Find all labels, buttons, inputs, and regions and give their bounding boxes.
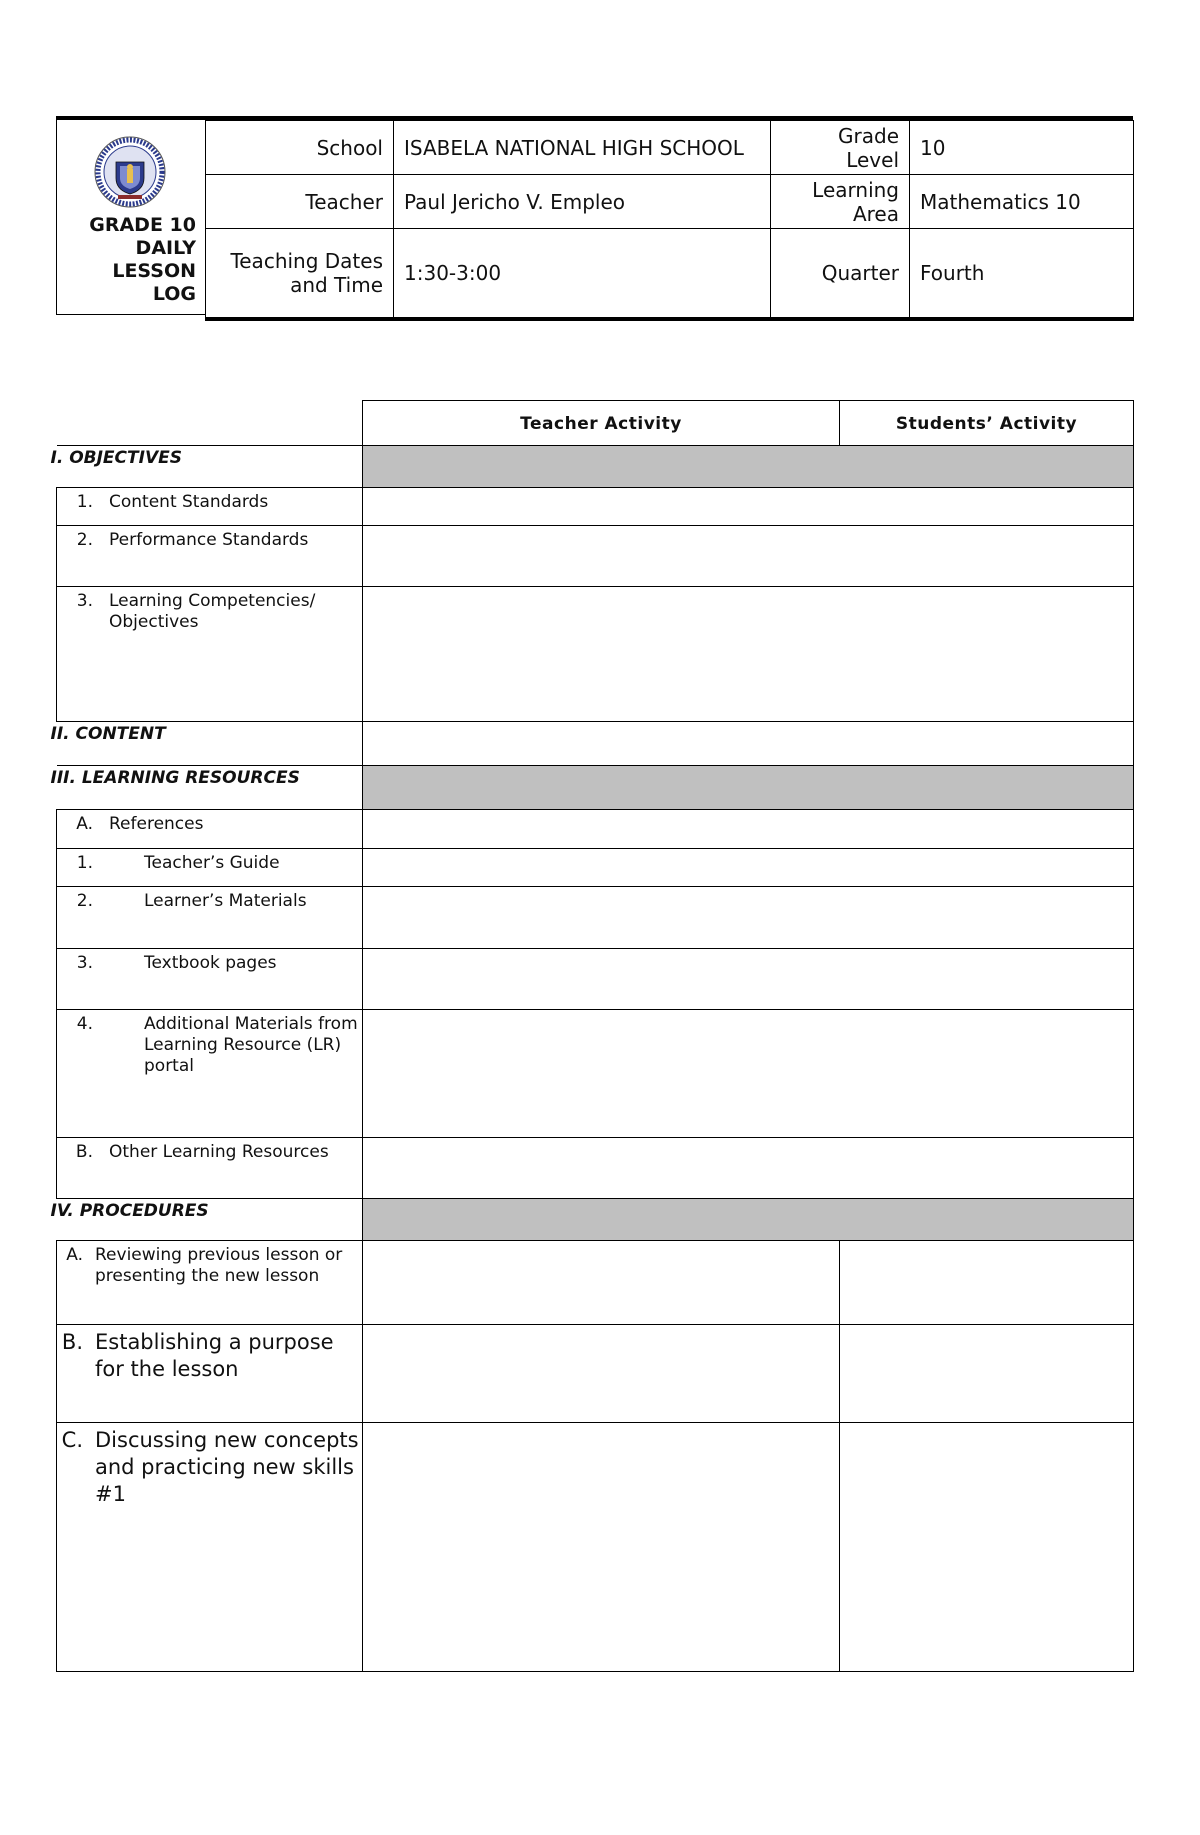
entry-cell[interactable] <box>363 1138 1134 1199</box>
section-heading: III. LEARNING RESOURCES <box>57 766 363 810</box>
section-row-objectives <box>57 446 1134 488</box>
lesson-log-title <box>66 214 196 306</box>
table-row <box>57 488 1134 526</box>
teacher-value: Paul Jericho V. Empleo <box>394 175 771 229</box>
header-info-grid <box>205 120 1133 318</box>
learning-area-value: Mathematics 10 <box>910 175 1134 229</box>
teacher-activity-cell[interactable] <box>363 1325 840 1423</box>
students-activity-cell[interactable] <box>840 1241 1134 1325</box>
shaded-cell <box>363 446 1134 488</box>
row-label: 2. Performance Standards <box>57 526 363 587</box>
row-label: 4. Additional Materials from Learning Resource (LR) portal <box>57 1010 363 1138</box>
entry-cell[interactable] <box>363 526 1134 587</box>
logo-cell <box>56 120 206 315</box>
row-label: 2. Learner’s Materials <box>57 887 363 949</box>
row-label: C. Discussing new concepts and practicing new skills #1 <box>57 1423 363 1672</box>
section-row-procedures <box>57 1199 1134 1241</box>
school-label: School <box>206 121 394 175</box>
teacher-activity-header: Teacher Activity <box>363 401 840 446</box>
entry-cell[interactable] <box>363 1010 1134 1138</box>
entry-cell[interactable] <box>363 587 1134 722</box>
header-block <box>56 116 1133 318</box>
section-heading: II. CONTENT <box>57 722 363 766</box>
table-row <box>57 526 1134 587</box>
quarter-label: Quarter <box>771 229 910 319</box>
table-row <box>57 1423 1134 1672</box>
teaching-dates-label: Teaching Dates and Time <box>206 229 394 319</box>
deped-seal-icon <box>94 136 166 208</box>
column-header-row <box>57 401 1134 446</box>
table-row <box>57 587 1134 722</box>
students-activity-header: Students’ Activity <box>840 401 1134 446</box>
row-label: B. Establishing a purpose for the lesson <box>57 1325 363 1423</box>
entry-cell[interactable] <box>363 488 1134 526</box>
row-label: A. Reviewing previous lesson or presenting the new lesson <box>57 1241 363 1325</box>
row-label: 3. Learning Competencies/ Objectives <box>57 587 363 722</box>
title-line: DAILY <box>135 237 196 259</box>
entry-cell[interactable] <box>363 810 1134 849</box>
lesson-log-table <box>50 400 1133 1672</box>
entry-cell[interactable] <box>363 722 1134 766</box>
teacher-activity-cell[interactable] <box>363 1423 840 1672</box>
corner-cell <box>57 401 363 446</box>
table-row <box>57 1325 1134 1423</box>
students-activity-cell[interactable] <box>840 1325 1134 1423</box>
row-label: 1. Content Standards <box>57 488 363 526</box>
row-label: A. References <box>57 810 363 849</box>
students-activity-cell[interactable] <box>840 1423 1134 1672</box>
row-label: B. Other Learning Resources <box>57 1138 363 1199</box>
section-row-resources <box>57 766 1134 810</box>
grade-level-value: 10 <box>910 121 1134 175</box>
section-heading: IV. PROCEDURES <box>57 1199 363 1241</box>
teacher-activity-cell[interactable] <box>363 1241 840 1325</box>
shaded-cell <box>363 766 1134 810</box>
entry-cell[interactable] <box>363 949 1134 1010</box>
table-row <box>57 949 1134 1010</box>
shaded-cell <box>363 1199 1134 1241</box>
school-value: ISABELA NATIONAL HIGH SCHOOL <box>394 121 771 175</box>
entry-cell[interactable] <box>363 887 1134 949</box>
quarter-value: Fourth <box>910 229 1134 319</box>
section-heading: I. OBJECTIVES <box>57 446 363 488</box>
row-label: 1. Teacher’s Guide <box>57 849 363 887</box>
table-row <box>57 810 1134 849</box>
entry-cell[interactable] <box>363 849 1134 887</box>
table-row <box>57 849 1134 887</box>
row-label: 3. Textbook pages <box>57 949 363 1010</box>
table-row <box>57 1138 1134 1199</box>
teacher-label: Teacher <box>206 175 394 229</box>
title-line: LOG <box>152 283 196 305</box>
section-row-content <box>57 722 1134 766</box>
table-row <box>57 1010 1134 1138</box>
teaching-dates-value: 1:30-3:00 <box>394 229 771 319</box>
grade-level-label: Grade Level <box>771 121 910 175</box>
title-line: GRADE 10 <box>89 214 196 236</box>
table-row <box>57 1241 1134 1325</box>
table-row <box>57 887 1134 949</box>
learning-area-label: Learning Area <box>771 175 910 229</box>
title-line: LESSON <box>112 260 196 282</box>
